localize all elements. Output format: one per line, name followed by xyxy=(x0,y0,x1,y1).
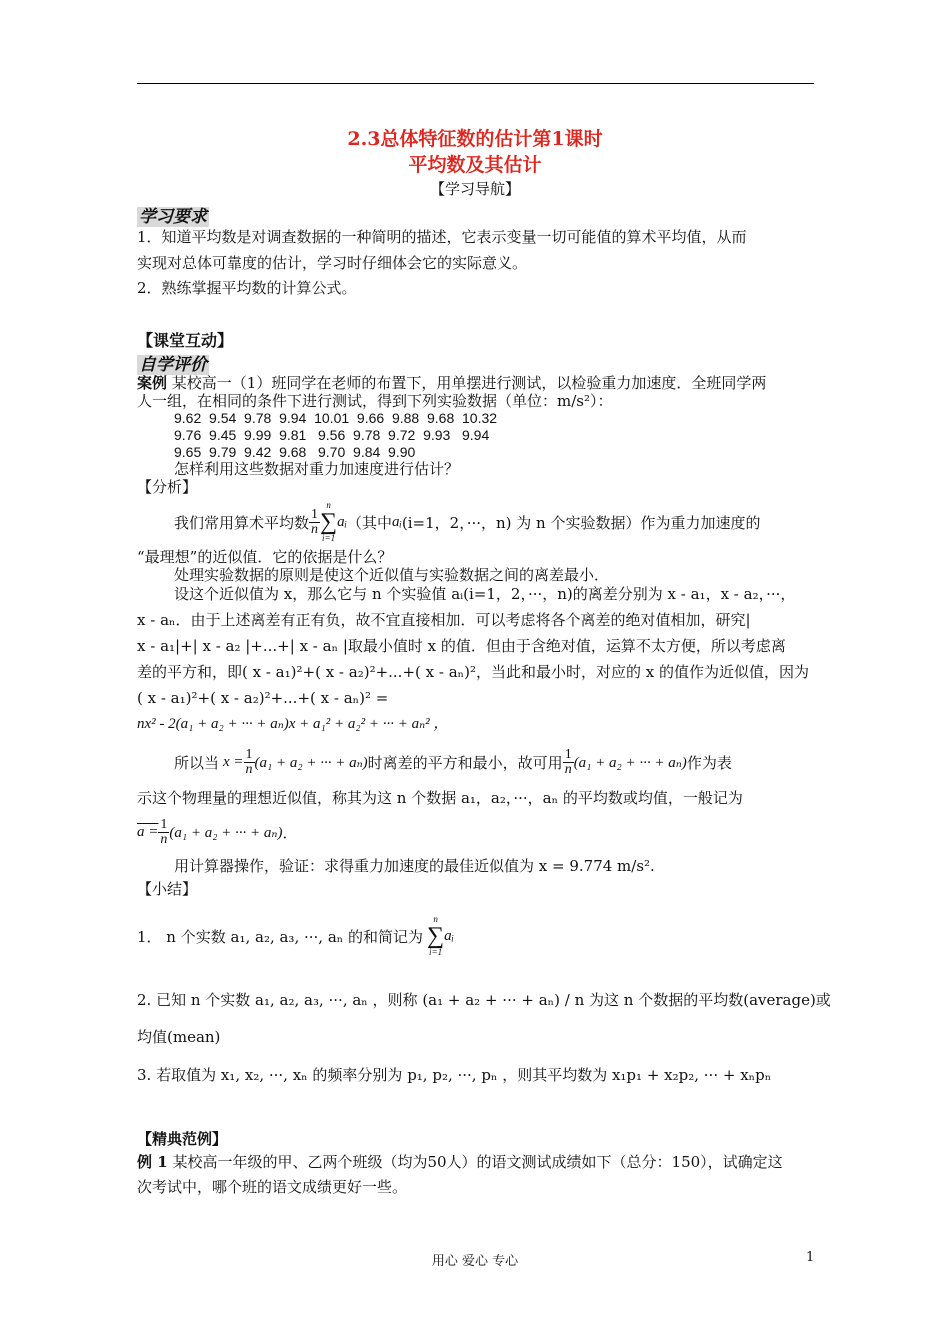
page-subtitle: 平均数及其估计 xyxy=(408,154,542,176)
analysis-line11: 示这个物理量的理想近似值，称其为这 n 个数据 a₁，a₂，···，aₙ 的平均数或均值，一般记为 xyxy=(137,789,743,807)
footer-text: 用心 爱心 专心 xyxy=(431,1254,519,1269)
analysis-line5: x - aₙ．由于上述离差有正有负，故不宜直接相加．可以考虑将各个离差的绝对值相加，研究| xyxy=(137,611,751,629)
analysis-10b: 时离差的平方和最小，故可用 xyxy=(367,753,563,772)
section-heading-class: 【课堂互动】 xyxy=(137,331,234,350)
case-line1 xyxy=(137,374,766,392)
data-row-1: 9.62 9.54 9.78 9.94 10.01 9.66 9.88 9.68 10.32 xyxy=(174,410,498,426)
analysis-line9: nx² - 2(a₁ + a₂ + ··· + aₙ)x + a₁² + a₂² + ··· + aₙ² ， xyxy=(137,716,449,732)
summary-3: 3. 若取值为 x₁, x₂, ···, xₙ 的频率分别为 p₁, p₂, ···, pₙ ，则其平均数为 x₁p₁ + x₂p₂, ··· + xₙpₙ xyxy=(137,1066,772,1084)
analysis-line2: “最理想”的近似值．它的依据是什么？ xyxy=(137,548,393,566)
example-1-line1: 例 1 某校高一年级的甲、乙两个班级（均为50人）的语文测试成绩如下（总分：150），试确定这 xyxy=(137,1153,783,1171)
example-1-line2: 次考试中，哪个班的语文成绩更好一些。 xyxy=(137,1178,408,1196)
example-heading: 【精典范例】 xyxy=(137,1130,228,1148)
analysis-1c: (i=1，2，···，n) 为 n 个实验数据）作为重力加速度的 xyxy=(401,513,761,532)
analysis-line10: 所以当 x = $\frac{1}{n}$ (a₁ + a₂ + ··· + aₙ) 时离差的平方和最小，故可用 $\frac{1}{n}$ (a₁ + a₂ + ··· + aₙ) 作为表 xyxy=(174,746,732,777)
summary-1: 1． n 个实数 a₁, a₂, a₃, ···, aₙ 的和简记为 n ∑ i=1 aᵢ xyxy=(137,914,455,957)
header-rule xyxy=(137,83,814,84)
analysis-label: 【分析】 xyxy=(137,478,198,496)
section-heading-self-eval: 自学评价 xyxy=(139,355,207,375)
analysis-ai: aᵢ xyxy=(337,513,347,530)
analysis-line1 xyxy=(174,500,760,544)
fraction-one-over-n: $\frac{1}{n}$ xyxy=(245,746,253,777)
page-title: 2.3总体特征数的估计第1课时 xyxy=(347,128,603,150)
analysis-ai-2: aᵢ xyxy=(392,513,402,530)
summary-2-line1: 2. 已知 n 个实数 a₁, a₂, a₃, ···, aₙ ，则称 (a₁ + a₂ + ··· + aₙ) / n 为这 n 个数据的平均数(average)或 xyxy=(137,991,831,1009)
analysis-1a: 我们常用算术平均数 xyxy=(174,513,310,532)
case-label: 案例 xyxy=(137,374,168,392)
data-row-3: 9.65 9.79 9.42 9.68 9.70 9.84 9.90 xyxy=(174,444,416,460)
analysis-10c: 作为表 xyxy=(686,753,732,772)
nav-label: 【学习导航】 xyxy=(429,180,520,198)
analysis-1b: （其中 xyxy=(347,513,393,532)
fraction-one-over-n: $\frac{1}{n}$ xyxy=(311,506,319,537)
fraction-one-over-n: $\frac{1}{n}$ xyxy=(160,816,168,847)
analysis-line3: 处理实验数据的原则是使这个近似值与实验数据之间的离差最小． xyxy=(174,566,610,584)
fraction-one-over-n: $\frac{1}{n}$ xyxy=(564,746,572,777)
page-number: 1 xyxy=(806,1250,815,1265)
analysis-10a: 所以当 xyxy=(174,753,220,772)
summary-label: 【小结】 xyxy=(137,880,198,898)
case-question: 怎样利用这些数据对重力加速度进行估计？ xyxy=(174,460,460,478)
analysis-line12: a = $\frac{1}{n}$ (a₁ + a₂ + ··· + aₙ) ． xyxy=(137,816,298,847)
requirement-1-line2: 实现对总体可靠度的估计，学习时仔细体会它的实际意义。 xyxy=(137,254,528,272)
analysis-line6: x - a₁|+| x - a₂ |+...+| x - aₙ |取最小值时 x 的值．但由于含绝对值，运算不太方便，所以考虑离 xyxy=(137,637,786,655)
case-line2: 人一组，在相同的条件下进行测试，得到下列实验数据（单位：m/s²）： xyxy=(137,392,613,410)
section-heading-requirements: 学习要求 xyxy=(139,207,207,227)
case-text-a: 某校高一（1）班同学在老师的布置下，用单摆进行测试，以检验重力加速度．全班同学两 xyxy=(171,374,767,392)
sigma-icon: n ∑ i=1 xyxy=(427,914,445,957)
summary-2-line2: 均值(mean) xyxy=(137,1028,221,1046)
sigma-icon: n ∑ i=1 xyxy=(320,500,338,543)
requirement-2: 2．熟练掌握平均数的计算公式。 xyxy=(137,279,357,297)
analysis-line8: ( x - a₁)²+( x - a₂)²+...+( x - aₙ)² = xyxy=(137,689,389,707)
analysis-line7: 差的平方和，即( x - a₁)²+( x - a₂)²+...+( x - aₙ)²，当此和最小时，对应的 x 的值作为近似值，因为 xyxy=(137,663,809,681)
analysis-line13: 用计算器操作，验证：求得重力加速度的最佳近似值为 x = 9.774 m/s². xyxy=(174,857,655,875)
analysis-line4: 设这个近似值为 x，那么它与 n 个实验值 aᵢ(i=1，2，···，n)的离差分别为 x - a₁，x - a₂，···， xyxy=(174,585,796,603)
data-row-2: 9.76 9.45 9.99 9.81 9.56 9.78 9.72 9.93 9.94 xyxy=(174,427,490,443)
requirement-1-line1: 1．知道平均数是对调查数据的一种简明的描述，它表示变量一切可能值的算术平均值，从而 xyxy=(137,228,747,246)
